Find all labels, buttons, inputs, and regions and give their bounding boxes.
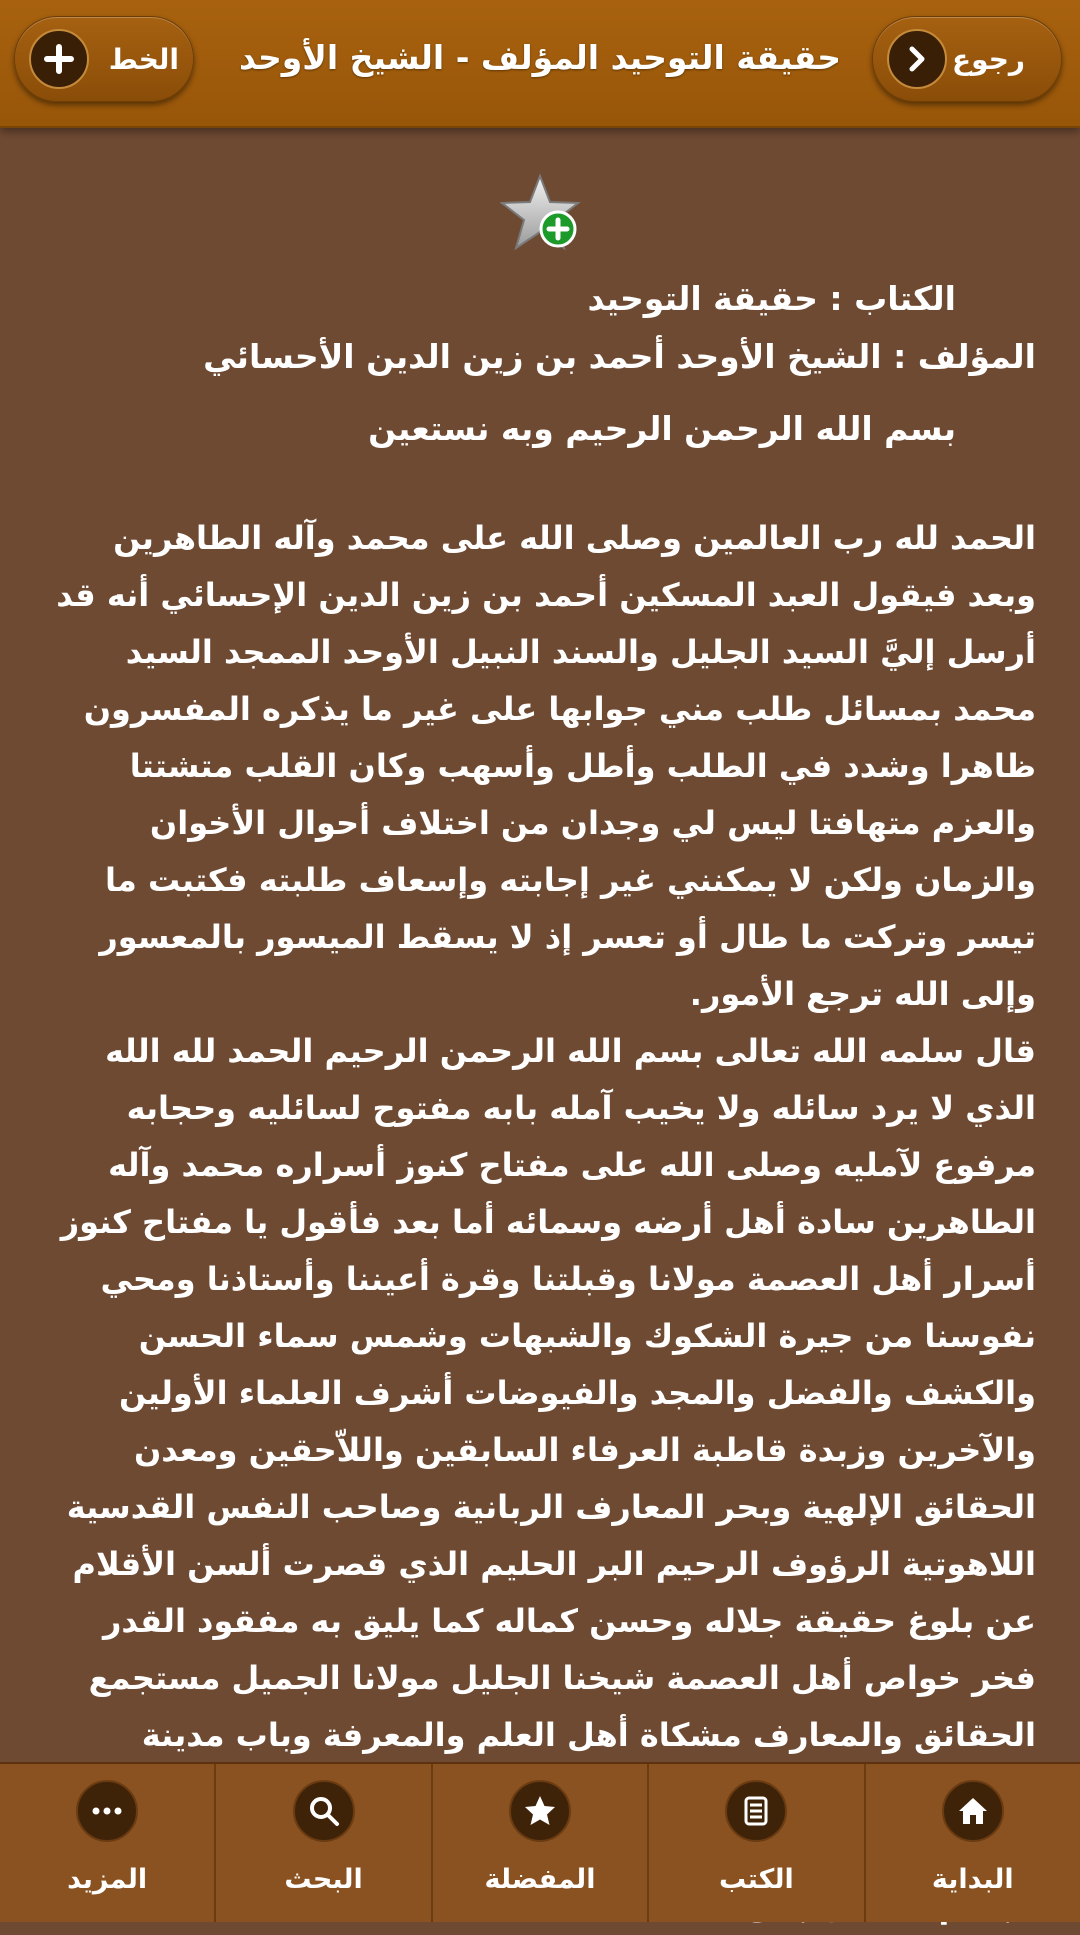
nav-favorites[interactable] bbox=[431, 1764, 647, 1922]
page-title: حقيقة التوحيد المؤلف - الشيخ الأوحد bbox=[238, 38, 842, 77]
back-button[interactable] bbox=[872, 16, 1062, 102]
paragraph: قال سلمه الله تعالى بسم الله الرحمن الرحيم الحمد لله الله الذي لا يرد سائله ولا يخيب آمله بابه مفتوح لسائليه وحجابه مرفوع لآمليه وصلى الله على مفتاح كنوز أسراره محمد وآله الطاهرين سادة أهل أرضه وسمائه أما بعد فأقول يا مفتاح كنوز أسرار أهل العصمة مولانا وقبلتنا وقرة أعيننا وأستاذنا ومحي نفوسنا من جيرة الشكوك والشبهات وشمس سماء الحسن والكشف والفضل والمجد والفيوضات أشرف العلماء الأولين والآخرين وزبدة قاطبة العرفاء السابقين واللاّحقين ومعدن الحقائق الإلهية وبحر المعارف الربانية وصاحب النفس القدسية اللاهوتية الرؤوف الرحيم البر الحليم الذي قصرت ألسن الأقلام عن بلوغ حقيقة جلاله وحسن كماله كما يليق به مفقود القدر فخر خواص أهل العصمة شيخنا الجليل مولانا الجميل مستجمع الحقائق والمعارف مشكاة أهل العلم والمعرفة وباب مدينة bbox=[60, 1032, 1036, 1754]
book-content bbox=[50, 270, 1036, 1935]
nav-search-label: البحث bbox=[284, 1864, 363, 1895]
more-icon bbox=[76, 1780, 138, 1842]
basmala: بسم الله الرحمن الرحيم وبه نستعين bbox=[368, 409, 956, 448]
paragraph: الحمد لله رب العالمين وصلى الله على محمد وآله الطاهرين وبعد فيقول العبد المسكين أحمد بن زين الدين الإحسائي أنه قد أرسل إليَّ السيد الجليل والسند النبيل الأوحد الممجد السيد محمد بمسائل طلب مني جوابها على غير ما يذكره المفسرون ظاهرا وشدد في الطلب وأطل وأسهب وكان القلب متشتتا والعزم متهافتا ليس لي وجدان من اختلاف أحوال الأخوان والزمان ولكن لا يمكنني غير إجابته وإسعاف طلبته فكتبت ما تيسر وتركت ما طال أو تعسر إذ لا يسقط الميسور بالمعسور وإلى الله ترجع الأمور. bbox=[56, 519, 1036, 1013]
back-label: رجوع bbox=[952, 42, 1025, 76]
nav-books[interactable] bbox=[647, 1764, 863, 1922]
font-label: الخط bbox=[108, 42, 179, 76]
plus-icon bbox=[29, 29, 89, 89]
nav-books-label: الكتب bbox=[719, 1864, 794, 1895]
nav-more[interactable] bbox=[0, 1764, 214, 1922]
search-icon bbox=[293, 1780, 355, 1842]
nav-favorites-label: المفضلة bbox=[484, 1864, 596, 1895]
nav-more-label: المزيد bbox=[67, 1864, 148, 1895]
author-line: المؤلف : الشيخ الأوحد أحمد بن زين الدين الأحسائي bbox=[203, 337, 1036, 376]
bottom-nav bbox=[0, 1762, 1080, 1922]
star-add-icon bbox=[500, 172, 584, 256]
home-icon bbox=[942, 1780, 1004, 1842]
star-icon bbox=[509, 1780, 571, 1842]
nav-home[interactable] bbox=[864, 1764, 1080, 1922]
nav-search[interactable] bbox=[214, 1764, 430, 1922]
nav-home-label: البداية bbox=[931, 1864, 1014, 1895]
books-icon bbox=[725, 1780, 787, 1842]
font-size-button[interactable] bbox=[14, 16, 194, 102]
top-bar bbox=[0, 0, 1080, 128]
chevron-right-icon bbox=[887, 29, 947, 89]
book-text bbox=[50, 510, 1036, 1935]
book-title-line: الكتاب : حقيقة التوحيد bbox=[587, 279, 956, 318]
add-favorite-button[interactable] bbox=[500, 172, 584, 256]
